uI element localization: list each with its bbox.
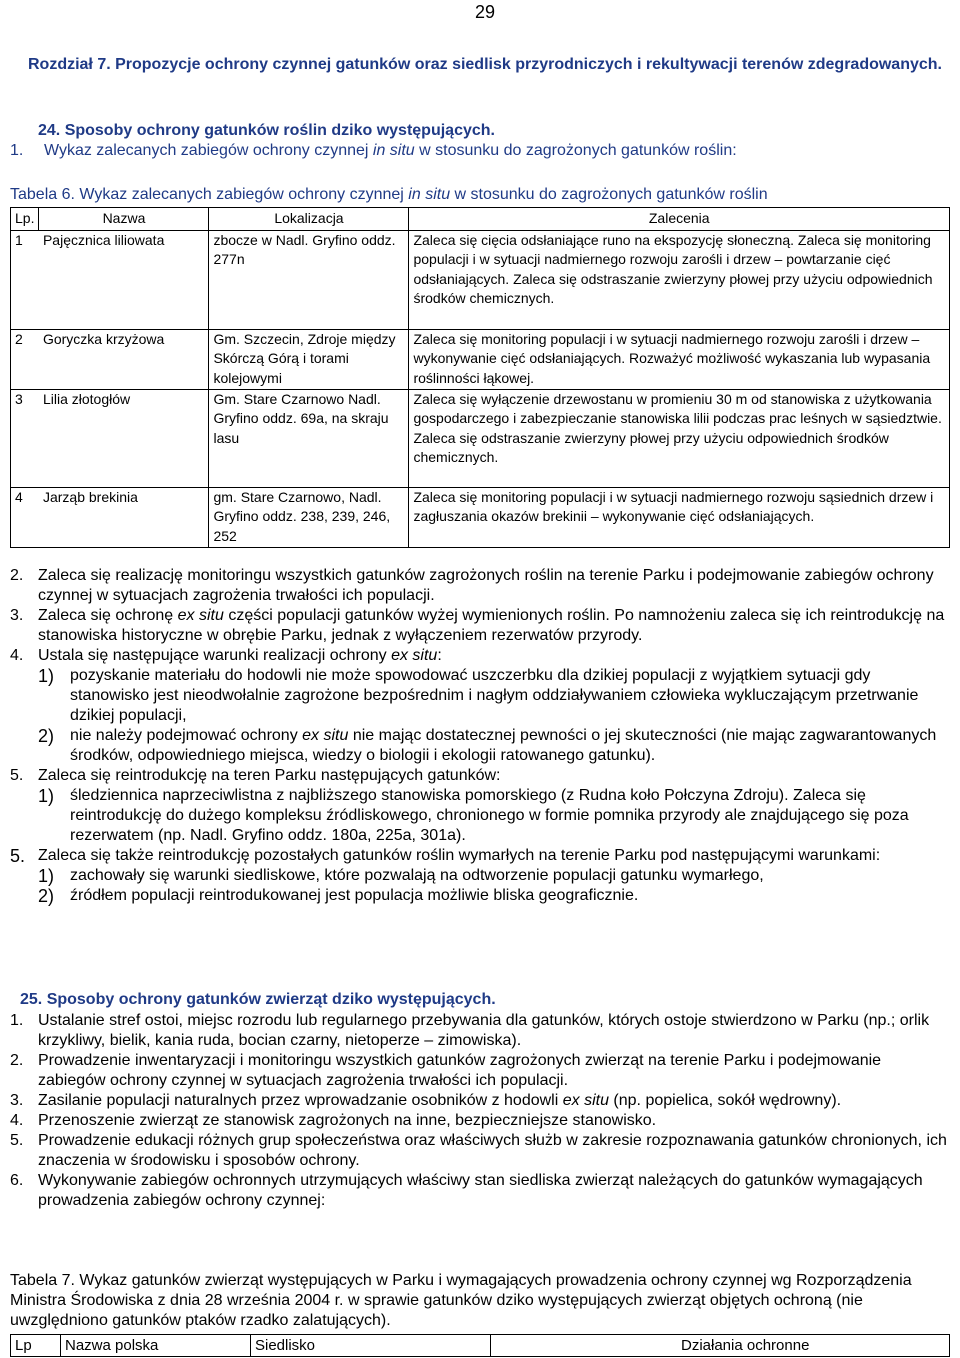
- sub-item: [10, 726, 950, 766]
- list-item: [10, 646, 950, 666]
- text: Ustala się następujące warunki realizacji ochrony: [38, 647, 392, 664]
- item-number: 4.: [10, 647, 24, 664]
- item-text: [38, 1011, 950, 1051]
- text: w stosunku do zagrożonych gatunków roślin: [450, 186, 768, 203]
- text: części populacji gatunków wyżej wymienionych roślin. Po namnożeniu zaleca się ich reintrodukcję na stanowiska historyczne w obrębie Parku, jednak z wyłączeniem rezerwatów przyrody.: [38, 607, 945, 644]
- cell-name: Pajęcznica liliowata: [39, 230, 209, 329]
- item-number: 5.: [10, 846, 26, 866]
- sub-item: [10, 786, 950, 846]
- item-number: 1.: [10, 1012, 24, 1029]
- cell-name: Lilia złotogłów: [39, 389, 209, 487]
- header-lp: Lp: [11, 1335, 61, 1357]
- table-row: [11, 329, 950, 389]
- sub-item: [10, 666, 950, 726]
- cell-location: Gm. Szczecin, Zdroje między Skórczą Górą i torami kolejowymi: [209, 329, 409, 389]
- text: :: [437, 647, 442, 664]
- sub-item-text: pozyskanie materiału do hodowli nie może spowodować uszczerbku dla dzikiej populacji z wyjątkiem sytuacji gdy stanowisko jest nieodwołalnie zagrożone bezpośrednim i nagłym oddziaływaniem człowieka wykluczającym przetrwanie dzikiej populacji,: [70, 667, 919, 724]
- table-7: [10, 1334, 950, 1357]
- sub-item-text: źródłem populacji reintrodukowanej jest populacja możliwie bliska geograficznie.: [70, 887, 639, 904]
- item-text: [38, 1131, 950, 1171]
- table-row: [11, 389, 950, 487]
- table-header-row: [11, 1335, 950, 1357]
- text: Ustalanie stref ostoi, miejsc rozrodu lub regularnego przebywania dla gatunków, których ostoje stwierdzono w Parku (np.; orlik krzykliwy, bielik, kania ruda, bocian czarny, nietoperze – zimowiska).: [38, 1012, 930, 1049]
- header-location: Lokalizacja: [209, 208, 409, 231]
- cell-location: zbocze w Nadl. Gryfino oddz. 277n: [209, 230, 409, 329]
- item-text: [38, 1111, 950, 1131]
- item-text: [38, 1091, 950, 1111]
- item-text: [38, 646, 950, 666]
- text: Wykonywanie zabiegów ochronnych utrzymujących właściwy stan siedliska zwierząt należących do gatunków wymagających prowadzenia zabiegów ochrony czynnej:: [38, 1172, 923, 1209]
- italic-text: ex situ: [177, 607, 224, 624]
- item-text: [38, 1051, 950, 1091]
- header-lp: Lp.: [11, 208, 39, 231]
- item-number: 2.: [10, 1052, 24, 1069]
- page-number: 29: [474, 2, 495, 22]
- item-number: 1.: [10, 142, 24, 159]
- cell-lp: 4: [11, 487, 39, 547]
- item-number: 6.: [10, 1172, 24, 1189]
- sub-item-text: śledziennica naprzeciwlistna z najbliższego stanowiska pomorskiego (z Rudna koło Połczyna Zdroju). Zaleca się reintrodukcję do dużego kompleksu źródliskowego, chronionego w formie pomnika przyrody ale znajdującego się poza rezerwatem (np. Nadl. Gryfino oddz. 180a, 225a, 301a).: [70, 787, 909, 844]
- section-25-title: 25. Sposoby ochrony gatunków zwierząt dziko występujących.: [20, 991, 496, 1008]
- table-header-row: [11, 208, 950, 231]
- text: Zaleca się ochronę: [38, 607, 178, 624]
- list-item: [10, 1111, 950, 1131]
- list-item: [10, 1171, 950, 1211]
- item-number: 5.: [10, 767, 24, 784]
- cell-name: Jarząb brekinia: [39, 487, 209, 547]
- sub-item-number: 1): [38, 786, 55, 806]
- cell-lp: 3: [11, 389, 39, 487]
- item-text: [44, 141, 930, 161]
- item-text: [38, 1171, 950, 1211]
- list-item: [10, 606, 950, 646]
- cell-recommendation: Zaleca się monitoring populacji i w sytuacji nadmiernego rozwoju sąsiednich drzew i zagłuszania okazów brekinii – wykonywanie cięć odsłaniających.: [409, 487, 950, 547]
- list-item: [10, 1011, 950, 1051]
- item-text: Zaleca się także reintrodukcję pozostałych gatunków roślin wymarłych na terenie Parku pod następującymi warunkami:: [38, 847, 881, 864]
- italic-text: in situ: [372, 142, 415, 159]
- list-item: [10, 566, 950, 606]
- cell-lp: 2: [11, 329, 39, 389]
- text: Tabela 6. Wykaz zalecanych zabiegów ochrony czynnej: [10, 186, 409, 203]
- item-text: Zaleca się realizację monitoringu wszystkich gatunków zagrożonych roślin na terenie Parku i podejmowanie zabiegów ochrony czynnej w sytuacjach zagrożenia trwałości ich populacji.: [38, 567, 934, 604]
- cell-recommendation: Zaleca się cięcia odsłaniające runo na ekspozycję słoneczną. Zaleca się monitoring populacji i w sytuacji nadmiernego rozwoju zarośli i drzew – powtarzanie cięć odsłaniających. Zaleca się odstraszanie zwierzyny płowej przy użyciu odpowiednich środków chemicznych.: [409, 230, 950, 329]
- cell-recommendation: Zaleca się monitoring populacji i w sytuacji nadmiernego rozwoju zarośli i drzew – wykonywanie cięć odsłaniających. Rozważyć możliwość wykaszania lub wypasania roślinności łąkowej.: [409, 329, 950, 389]
- text: Prowadzenie inwentaryzacji i monitoringu wszystkich gatunków zagrożonych zwierząt na terenie Parku i podejmowanie zabiegów ochrony czynnej w sytuacjach zagrożenia trwałości ich populacji.: [38, 1052, 882, 1089]
- sub-item-text: [70, 726, 950, 766]
- sub-item-text: zachowały się warunki siedliskowe, które pozwalają na odtworzenie populacji gatunku wymarłego,: [70, 867, 764, 884]
- list-item: [10, 1091, 950, 1111]
- section-24-list: [10, 566, 950, 906]
- table-row: [11, 230, 950, 329]
- text: Przenoszenie zwierząt ze stanowisk zagrożonych na inne, bezpieczniejsze stanowisko.: [38, 1112, 657, 1129]
- italic-text: ex situ: [302, 727, 349, 744]
- list-item: [10, 1131, 950, 1171]
- sub-item-number: 1): [38, 666, 55, 686]
- list-item: [10, 846, 950, 866]
- text: Prowadzenie edukacji różnych grup społeczeństwa oraz właściwych służb w zakresie rozpoznawania gatunków chronionych, ich znaczenia w środowisku i sposobów ochrony.: [38, 1132, 947, 1169]
- cell-location: Gm. Stare Czarnowo Nadl. Gryfino oddz. 69a, na skraju lasu: [209, 389, 409, 487]
- section-24-title: 24. Sposoby ochrony gatunków roślin dziko występujących.: [38, 122, 495, 139]
- sub-item: [10, 866, 950, 886]
- item-number: 3.: [10, 1092, 24, 1109]
- header-habitat: Siedlisko: [251, 1335, 491, 1357]
- italic-text: ex situ: [562, 1092, 609, 1109]
- item-number: 5.: [10, 1132, 24, 1149]
- header-polish-name: Nazwa polska: [61, 1335, 251, 1357]
- sub-item: [10, 886, 950, 906]
- sub-item-number: 2): [38, 726, 55, 746]
- table-7-caption: Tabela 7. Wykaz gatunków zwierząt występujących w Parku i wymagających prowadzenia ochrony czynnej wg Rozporządzenia Ministra Środowiska z dnia 28 września 2004 r. w sprawie gatunków dziko występujących zwierząt objętych ochroną (nie uwzględniono gatunków ptaków rzadko zalatujących).: [10, 1272, 912, 1329]
- text: nie należy podejmować ochrony: [70, 727, 303, 744]
- italic-text: ex situ: [391, 647, 438, 664]
- section-24-item-1: [10, 141, 930, 161]
- cell-name: Goryczka krzyżowa: [39, 329, 209, 389]
- item-number: 2.: [10, 567, 24, 584]
- header-protective-actions: Działania ochronne: [491, 1335, 950, 1357]
- item-number: 4.: [10, 1112, 24, 1129]
- list-item: [10, 1051, 950, 1091]
- text: Zasilanie populacji naturalnych przez wprowadzanie osobników z hodowli: [38, 1092, 563, 1109]
- table-row: [11, 487, 950, 547]
- item-text: [38, 606, 950, 646]
- sub-item-number: 1): [38, 866, 55, 886]
- table-6: [10, 207, 950, 548]
- item-text: Zaleca się reintrodukcję na teren Parku następujących gatunków:: [38, 767, 501, 784]
- italic-text: in situ: [408, 186, 451, 203]
- text: w stosunku do zagrożonych gatunków roślin:: [414, 142, 737, 159]
- section-25-list: [10, 1011, 950, 1211]
- cell-recommendation: Zaleca się wyłączenie drzewostanu w promieniu 30 m od stanowiska z użytkowania gospodarczego i zabezpieczanie stanowiska lilii podczas prac leśnych w sąsiedztwie. Zaleca się odstraszanie zwierzyny płowej przy użyciu odpowiednich środków chemicznych.: [409, 389, 950, 487]
- header-recommendations: Zalecenia: [409, 208, 950, 231]
- list-item: [10, 766, 950, 786]
- header-name: Nazwa: [39, 208, 209, 231]
- chapter-title: Rozdział 7. Propozycje ochrony czynnej gatunków oraz siedlisk przyrodniczych i rekultywacji terenów zdegradowanych.: [27, 56, 942, 73]
- item-number: 3.: [10, 607, 24, 624]
- text: (np. popielica, sokół wędrowny).: [608, 1092, 842, 1109]
- cell-location: gm. Stare Czarnowo, Nadl. Gryfino oddz. 238, 239, 246, 252: [209, 487, 409, 547]
- table-6-caption: [10, 185, 950, 205]
- cell-lp: 1: [11, 230, 39, 329]
- sub-item-number: 2): [38, 886, 55, 906]
- text: Wykaz zalecanych zabiegów ochrony czynnej: [44, 142, 373, 159]
- text: nie mając dostatecznej pewności o jej skuteczności (nie mając zagwarantowanych środków, odpowiedniego miejsca, wiedzy o biologii i ekologii ratowanego gatunku).: [70, 727, 937, 764]
